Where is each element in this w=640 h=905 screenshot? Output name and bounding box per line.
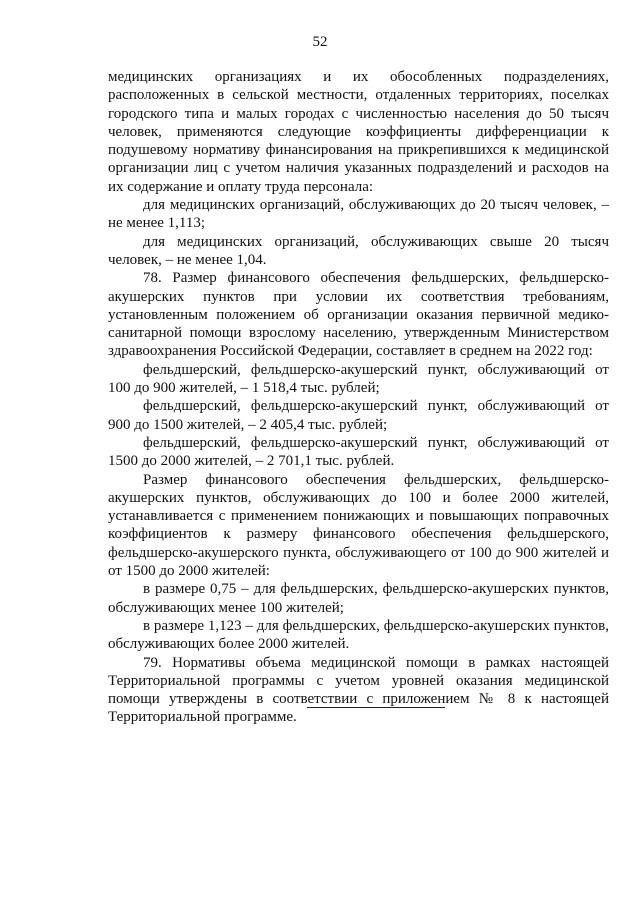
paragraph-correction-coefficients: Размер финансового обеспечения фельдшерских, фельдшерско-акушерских пунктов, обслуживающих до 100 и более 2000 жителей, устанавливается с применением понижающих и повышающих поправочных коэффициентов к размеру финансового обеспечения фельдшерского, фельдшерско-акушерского пункта, обслуживающего от 100 до 900 жителей и от 1500 до 2000 жителей:: [108, 471, 609, 580]
paragraph-coefficient-over-20k: для медицинских организаций, обслуживающих свыше 20 тысяч человек, – не менее 1,04.: [108, 233, 609, 268]
paragraph-coefficient-0-75: в размере 0,75 – для фельдшерских, фельдшерско-акушерских пунктов, обслуживающих менее 100 жителей;: [108, 581, 609, 616]
paragraph-fap-1500-2000: фельдшерский, фельдшерско-акушерский пункт, обслуживающий от 1500 до 2000 жителей, – 2 701,1 тыс. рублей.: [108, 434, 609, 470]
paragraph-coefficient-up-to-20k: для медицинских организаций, обслуживающих до 20 тысяч человек, – не менее 1,113;: [108, 197, 609, 232]
paragraph-continuation: медицинских организациях и их обособленных подразделениях, расположенных в сельской местности, отдаленных территориях, поселках городского типа и малых городах с численностью населения до 50 тысяч человек, применяются следующие коэффициенты дифференциации к подушевому нормативу финансирования на прикрепившихся к медицинской организации лиц с учетом наличия указанных подразделений и расходов на их содержание и оплату труда персонала:: [108, 69, 609, 195]
paragraph-item-79: 79. Нормативы объема медицинской помощи в рамках настоящей Территориальной программы с учетом уровней оказания медицинской помощи утверждены в соответствии с приложением № 8 к настоящей Территориальной программе.: [108, 654, 609, 726]
paragraph-coefficient-1-123: в размере 1,123 – для фельдшерских, фельдшерско-акушерских пунктов, обслуживающих более 2000 жителей.: [108, 617, 609, 653]
paragraph-fap-900-1500: фельдшерский, фельдшерско-акушерский пункт, обслуживающий от 900 до 1500 жителей, – 2 405,4 тыс. рублей;: [108, 398, 609, 433]
page-number: 52: [312, 34, 328, 50]
paragraph-item-78: 78. Размер финансового обеспечения фельдшерских, фельдшерско-акушерских пунктов при условии их соответствия требованиям, установленным положением об организации оказания первичной медико-санитарной помощи взрослому населению, утвержденным Министерством здравоохранения Российской Федерации, составляет в среднем на 2022 год:: [108, 270, 609, 360]
end-of-text-rule: [307, 707, 445, 708]
document-body: [108, 68, 609, 727]
paragraph-fap-100-900: фельдшерский, фельдшерско-акушерский пункт, обслуживающий от 100 до 900 жителей, – 1 518,4 тыс. рублей;: [108, 361, 609, 397]
